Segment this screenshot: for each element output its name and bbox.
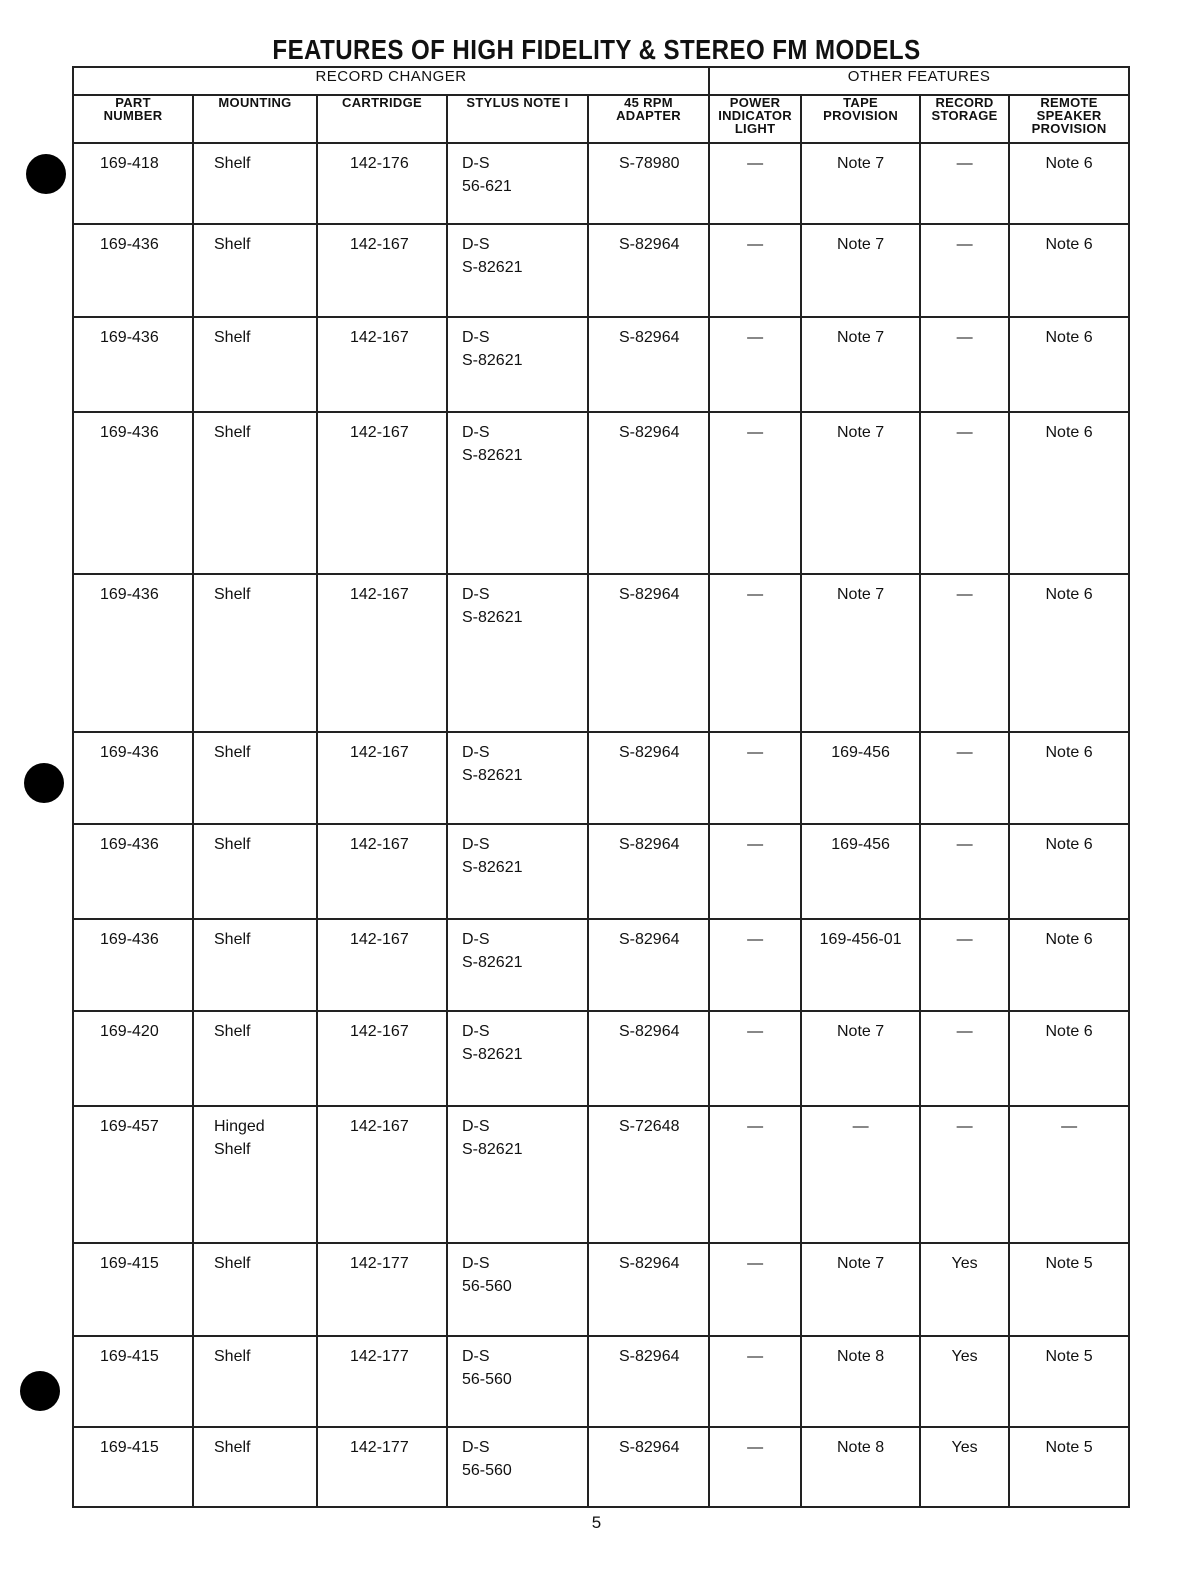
- header-stylus: STYLUS NOTE I: [447, 95, 588, 143]
- cell-part-number: 169-415: [100, 1255, 159, 1272]
- cell-stylus: D-S S-82621: [462, 329, 523, 369]
- header-power-indicator: POWER INDICATOR LIGHT: [709, 95, 801, 143]
- cell-cartridge: 142-167: [350, 836, 409, 853]
- cell-mounting: Shelf: [214, 1439, 251, 1456]
- cell-tape-provision: Note 7: [836, 1255, 885, 1272]
- cell-part-number: 169-420: [100, 1023, 159, 1040]
- header-tape-provision: TAPE PROVISION: [801, 95, 920, 143]
- table-row: [73, 1427, 1129, 1507]
- table-row: [73, 412, 1129, 574]
- table-row: [73, 919, 1129, 1011]
- cell-cartridge: 142-167: [350, 236, 409, 253]
- cell-cartridge: 142-167: [350, 931, 409, 948]
- cell-mounting: Shelf: [214, 836, 251, 853]
- cell-tape-provision: Note 7: [836, 236, 885, 253]
- cell-remote-speaker: Note 6: [1045, 236, 1093, 253]
- cell-adapter: S-82964: [619, 1348, 680, 1365]
- cell-adapter: S-82964: [619, 744, 680, 761]
- cell-record-storage: —: [956, 1118, 973, 1135]
- cell-adapter: S-72648: [619, 1118, 680, 1135]
- table-row: [73, 732, 1129, 824]
- header-record-storage: RECORD STORAGE: [920, 95, 1009, 143]
- cell-stylus: D-S 56-560: [462, 1348, 512, 1388]
- cell-power-indicator: —: [747, 586, 764, 603]
- punch-hole-bottom: [20, 1371, 60, 1411]
- cell-remote-speaker: Note 6: [1045, 931, 1093, 948]
- cell-stylus: D-S S-82621: [462, 931, 523, 971]
- cell-record-storage: —: [956, 931, 973, 948]
- group-other-features: OTHER FEATURES: [709, 67, 1129, 95]
- cell-remote-speaker: Note 6: [1045, 586, 1093, 603]
- cell-remote-speaker: Note 5: [1045, 1348, 1093, 1365]
- cell-record-storage: —: [956, 329, 973, 346]
- cell-tape-provision: Note 7: [836, 586, 885, 603]
- cell-stylus: D-S 56-560: [462, 1439, 512, 1479]
- cell-record-storage: —: [956, 155, 973, 172]
- cell-tape-provision: Note 7: [836, 155, 885, 172]
- cell-stylus: D-S S-82621: [462, 1023, 523, 1063]
- cell-tape-provision: Note 7: [836, 424, 885, 441]
- cell-cartridge: 142-167: [350, 586, 409, 603]
- table-row: [73, 1336, 1129, 1427]
- cell-remote-speaker: Note 6: [1045, 329, 1093, 346]
- cell-mounting: Hinged Shelf: [214, 1118, 265, 1158]
- cell-stylus: D-S S-82621: [462, 424, 523, 464]
- cell-remote-speaker: Note 6: [1045, 1023, 1093, 1040]
- cell-stylus: D-S S-82621: [462, 586, 523, 626]
- header-adapter: 45 RPM ADAPTER: [588, 95, 709, 143]
- cell-record-storage: —: [956, 236, 973, 253]
- cell-stylus: D-S S-82621: [462, 1118, 523, 1158]
- cell-stylus: D-S S-82621: [462, 744, 523, 784]
- cell-mounting: Shelf: [214, 155, 251, 172]
- cell-remote-speaker: —: [1061, 1118, 1078, 1135]
- column-header-row: [73, 95, 1129, 143]
- cell-mounting: Shelf: [214, 1255, 251, 1272]
- table-row: [73, 317, 1129, 412]
- cell-power-indicator: —: [747, 329, 764, 346]
- cell-adapter: S-82964: [619, 931, 680, 948]
- cell-part-number: 169-457: [100, 1118, 159, 1135]
- cell-adapter: S-78980: [619, 155, 680, 172]
- table-row: [73, 1243, 1129, 1336]
- cell-mounting: Shelf: [214, 931, 251, 948]
- cell-part-number: 169-436: [100, 236, 159, 253]
- table-row: [73, 824, 1129, 919]
- cell-power-indicator: —: [747, 1023, 764, 1040]
- cell-remote-speaker: Note 6: [1045, 744, 1093, 761]
- cell-record-storage: Yes: [951, 1348, 978, 1365]
- group-header-row: [73, 67, 1129, 95]
- cell-cartridge: 142-167: [350, 744, 409, 761]
- cell-mounting: Shelf: [214, 236, 251, 253]
- cell-record-storage: —: [956, 744, 973, 761]
- cell-part-number: 169-436: [100, 836, 159, 853]
- cell-record-storage: —: [956, 424, 973, 441]
- cell-cartridge: 142-177: [350, 1255, 409, 1272]
- cell-tape-provision: Note 7: [836, 329, 885, 346]
- cell-remote-speaker: Note 6: [1045, 155, 1093, 172]
- cell-mounting: Shelf: [214, 329, 251, 346]
- cell-tape-provision: Note 8: [836, 1439, 885, 1456]
- header-part-number: PART NUMBER: [73, 95, 193, 143]
- cell-mounting: Shelf: [214, 586, 251, 603]
- cell-stylus: D-S 56-560: [462, 1255, 512, 1295]
- cell-part-number: 169-436: [100, 424, 159, 441]
- cell-stylus: D-S 56-621: [462, 155, 512, 195]
- table-row: [73, 1106, 1129, 1243]
- header-remote-speaker: REMOTE SPEAKER PROVISION: [1009, 95, 1129, 143]
- table-row: [73, 574, 1129, 732]
- cell-remote-speaker: Note 6: [1045, 424, 1093, 441]
- features-table: [72, 66, 1130, 1508]
- cell-mounting: Shelf: [214, 1348, 251, 1365]
- cell-adapter: S-82964: [619, 586, 680, 603]
- cell-adapter: S-82964: [619, 329, 680, 346]
- cell-adapter: S-82964: [619, 1255, 680, 1272]
- cell-cartridge: 142-177: [350, 1439, 409, 1456]
- cell-cartridge: 142-176: [350, 155, 409, 172]
- cell-remote-speaker: Note 6: [1045, 836, 1093, 853]
- cell-record-storage: —: [956, 836, 973, 853]
- punch-hole-middle: [24, 763, 64, 803]
- cell-record-storage: Yes: [951, 1439, 978, 1456]
- cell-power-indicator: —: [747, 1348, 764, 1365]
- header-mounting: MOUNTING: [193, 95, 317, 143]
- cell-stylus: D-S S-82621: [462, 236, 523, 276]
- cell-mounting: Shelf: [214, 1023, 251, 1040]
- cell-power-indicator: —: [747, 1118, 764, 1135]
- cell-tape-provision: Note 7: [836, 1023, 885, 1040]
- cell-power-indicator: —: [747, 424, 764, 441]
- table-row: [73, 224, 1129, 317]
- cell-record-storage: Yes: [951, 1255, 978, 1272]
- page-title: FEATURES OF HIGH FIDELITY & STEREO FM MODELS: [272, 34, 921, 65]
- cell-power-indicator: —: [747, 1439, 764, 1456]
- cell-part-number: 169-436: [100, 586, 159, 603]
- cell-cartridge: 142-167: [350, 1118, 409, 1135]
- cell-adapter: S-82964: [619, 1439, 680, 1456]
- cell-remote-speaker: Note 5: [1045, 1255, 1093, 1272]
- cell-mounting: Shelf: [214, 424, 251, 441]
- cell-remote-speaker: Note 5: [1045, 1439, 1093, 1456]
- cell-stylus: D-S S-82621: [462, 836, 523, 876]
- cell-tape-provision: 169-456: [831, 836, 890, 853]
- cell-cartridge: 142-177: [350, 1348, 409, 1365]
- cell-adapter: S-82964: [619, 424, 680, 441]
- cell-tape-provision: —: [852, 1118, 869, 1135]
- cell-part-number: 169-436: [100, 931, 159, 948]
- cell-part-number: 169-418: [100, 155, 159, 172]
- cell-part-number: 169-415: [100, 1439, 159, 1456]
- header-cartridge: CARTRIDGE: [317, 95, 447, 143]
- cell-cartridge: 142-167: [350, 424, 409, 441]
- cell-mounting: Shelf: [214, 744, 251, 761]
- cell-tape-provision: 169-456-01: [819, 931, 902, 948]
- cell-power-indicator: —: [747, 931, 764, 948]
- page-number: 5: [591, 1513, 602, 1532]
- cell-cartridge: 142-167: [350, 329, 409, 346]
- cell-power-indicator: —: [747, 1255, 764, 1272]
- table-row: [73, 1011, 1129, 1106]
- cell-adapter: S-82964: [619, 1023, 680, 1040]
- cell-tape-provision: Note 8: [836, 1348, 885, 1365]
- cell-power-indicator: —: [747, 744, 764, 761]
- cell-power-indicator: —: [747, 155, 764, 172]
- group-record-changer: RECORD CHANGER: [73, 67, 709, 95]
- cell-record-storage: —: [956, 1023, 973, 1040]
- table-row: [73, 143, 1129, 224]
- cell-power-indicator: —: [747, 236, 764, 253]
- cell-record-storage: —: [956, 586, 973, 603]
- cell-cartridge: 142-167: [350, 1023, 409, 1040]
- cell-part-number: 169-415: [100, 1348, 159, 1365]
- cell-tape-provision: 169-456: [831, 744, 890, 761]
- cell-adapter: S-82964: [619, 236, 680, 253]
- cell-adapter: S-82964: [619, 836, 680, 853]
- cell-part-number: 169-436: [100, 329, 159, 346]
- punch-hole-top: [26, 154, 66, 194]
- cell-power-indicator: —: [747, 836, 764, 853]
- cell-part-number: 169-436: [100, 744, 159, 761]
